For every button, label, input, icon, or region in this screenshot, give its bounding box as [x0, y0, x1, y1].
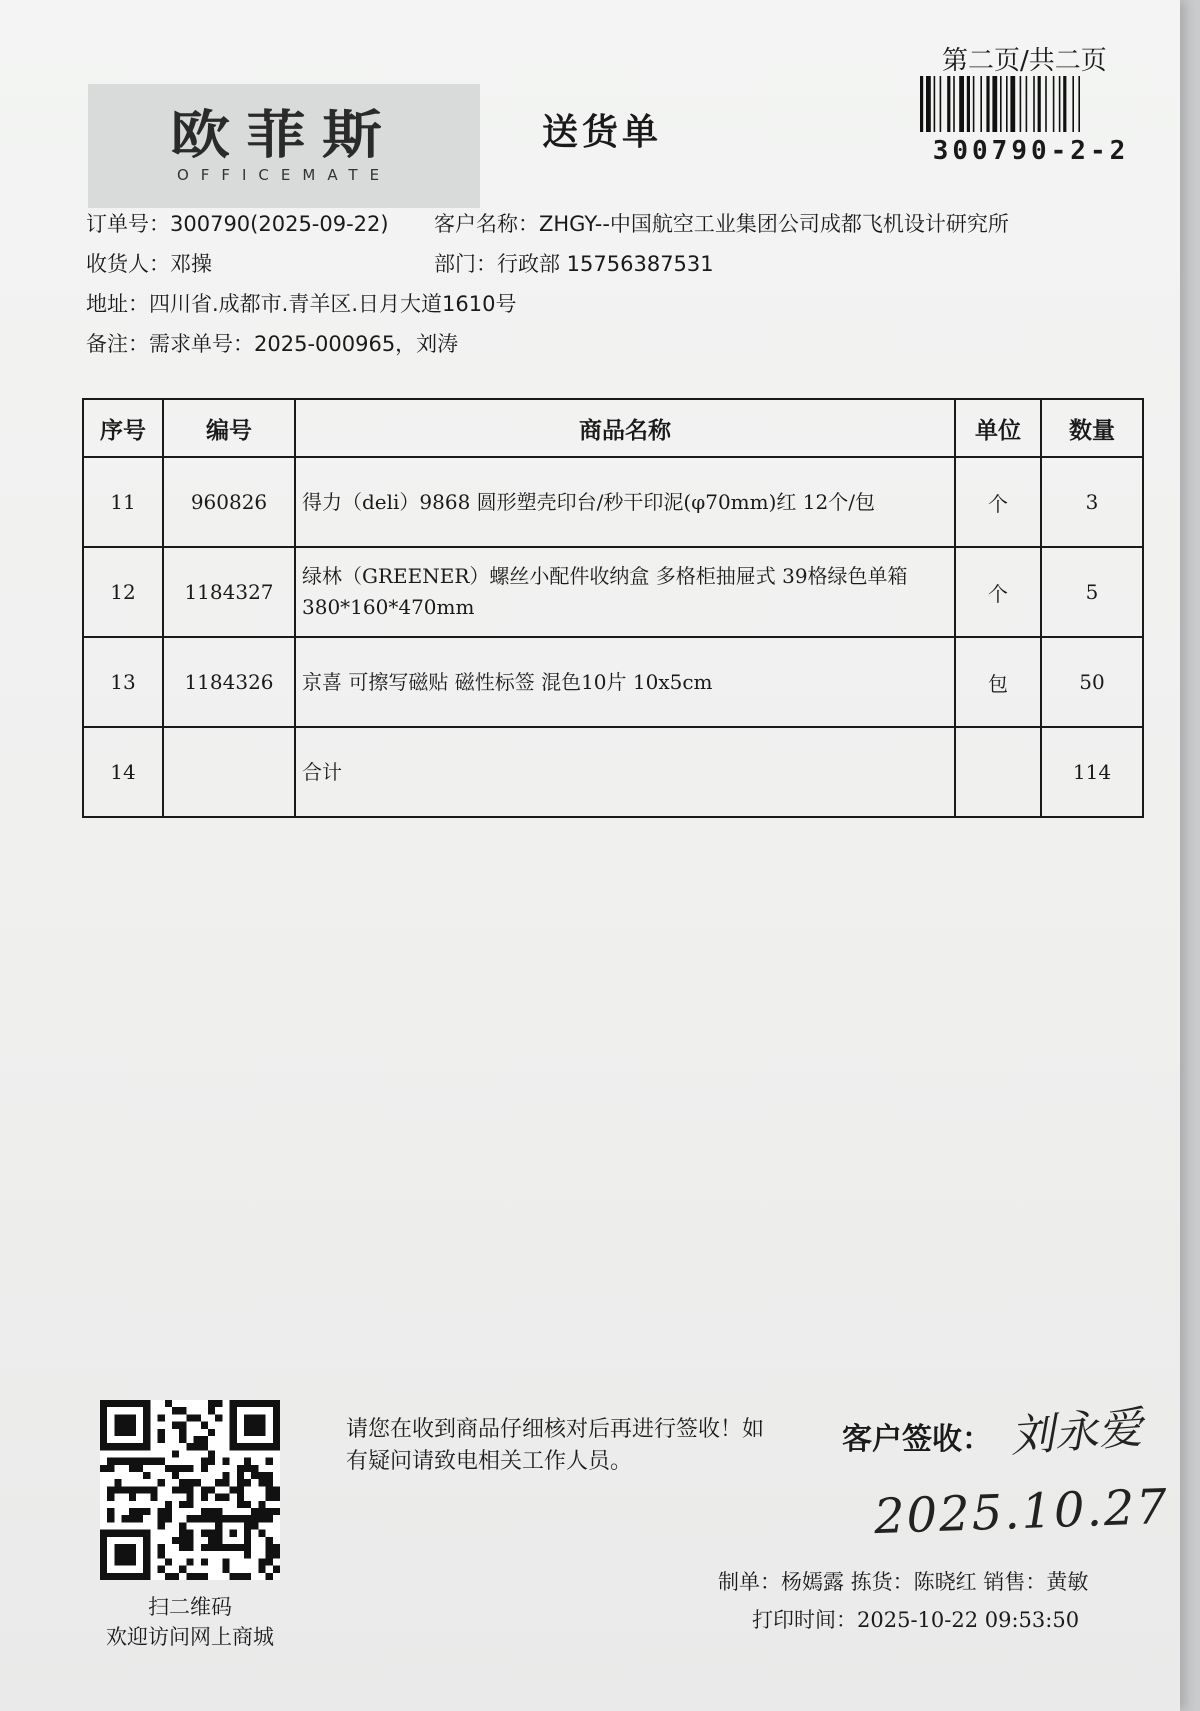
row-code: 960826	[163, 457, 295, 547]
remark: 备注：需求单号：2025-000965，刘涛	[86, 332, 459, 356]
customer-sign-label: 客户签收：	[842, 1422, 992, 1457]
qr-caption	[80, 1592, 300, 1652]
row-unit	[955, 727, 1041, 817]
staff-info: 制单：杨嫣露 拣货：陈晓红 销售：黄敏	[718, 1570, 1089, 1594]
row-seq: 12	[83, 547, 163, 637]
page-indicator: 第二页/共二页	[942, 46, 1107, 76]
items-table	[82, 398, 1144, 818]
row-product-name: 京喜 可擦写磁贴 磁性标签 混色10片 10x5cm	[295, 637, 955, 727]
receipt-notice: 请您在收到商品仔细核对后再进行签收！如有疑问请致电相关工作人员。	[346, 1417, 765, 1474]
print-time: 打印时间：2025-10-22 09:53:50	[752, 1608, 1080, 1632]
department: 部门：行政部 15756387531	[434, 252, 714, 276]
order-number: 订单号：300790(2025-09-22)	[86, 212, 389, 236]
row-seq: 14	[83, 727, 163, 817]
row-quantity: 3	[1041, 457, 1143, 547]
qr-caption-line-1: 扫二维码	[148, 1595, 232, 1619]
table-row	[83, 637, 1143, 727]
row-product-name: 得力（deli）9868 圆形塑壳印台/秒干印泥(φ70mm)红 12个/包	[295, 457, 955, 547]
table-header-row	[83, 399, 1143, 457]
row-quantity: 50	[1041, 637, 1143, 727]
row-product-name: 绿林（GREENER）螺丝小配件收纳盒 多格柜抽屉式 39格绿色单箱 380*160*470mm	[295, 547, 955, 637]
row-total-label: 合计	[295, 727, 955, 817]
barcode-icon	[920, 76, 1142, 132]
customer-signature: 刘永爱	[1008, 1402, 1144, 1463]
header-unit: 单位	[955, 399, 1041, 457]
address: 地址：四川省.成都市.青羊区.日月大道1610号	[86, 292, 517, 316]
receiver-name: 收货人：邓操	[86, 252, 212, 276]
company-logo	[88, 84, 480, 208]
document-title: 送货单	[542, 112, 663, 153]
row-code	[163, 727, 295, 817]
row-seq: 11	[83, 457, 163, 547]
qr-caption-line-2: 欢迎访问网上商城	[106, 1625, 274, 1649]
customer-name: 客户名称：ZHGY--中国航空工业集团公司成都飞机设计研究所	[434, 212, 1009, 236]
header-seq: 序号	[83, 399, 163, 457]
row-quantity: 5	[1041, 547, 1143, 637]
row-unit: 包	[955, 637, 1041, 727]
header-quantity: 数量	[1041, 399, 1143, 457]
barcode-number: 300790-2-2	[932, 136, 1130, 166]
row-unit: 个	[955, 547, 1041, 637]
logo-chinese-text: 欧菲斯	[170, 106, 398, 166]
header-code: 编号	[163, 399, 295, 457]
header-product-name: 商品名称	[295, 399, 955, 457]
row-code: 1184326	[163, 637, 295, 727]
table-row	[83, 457, 1143, 547]
logo-english-text: OFFICEMATE	[176, 166, 392, 184]
row-total-quantity: 114	[1041, 727, 1143, 817]
table-row	[83, 547, 1143, 637]
row-seq: 13	[83, 637, 163, 727]
row-code: 1184327	[163, 547, 295, 637]
qr-code-icon	[100, 1400, 280, 1580]
table-total-row	[83, 727, 1143, 817]
handwritten-sign-date: 2025.10.27	[873, 1478, 1170, 1546]
row-unit: 个	[955, 457, 1041, 547]
